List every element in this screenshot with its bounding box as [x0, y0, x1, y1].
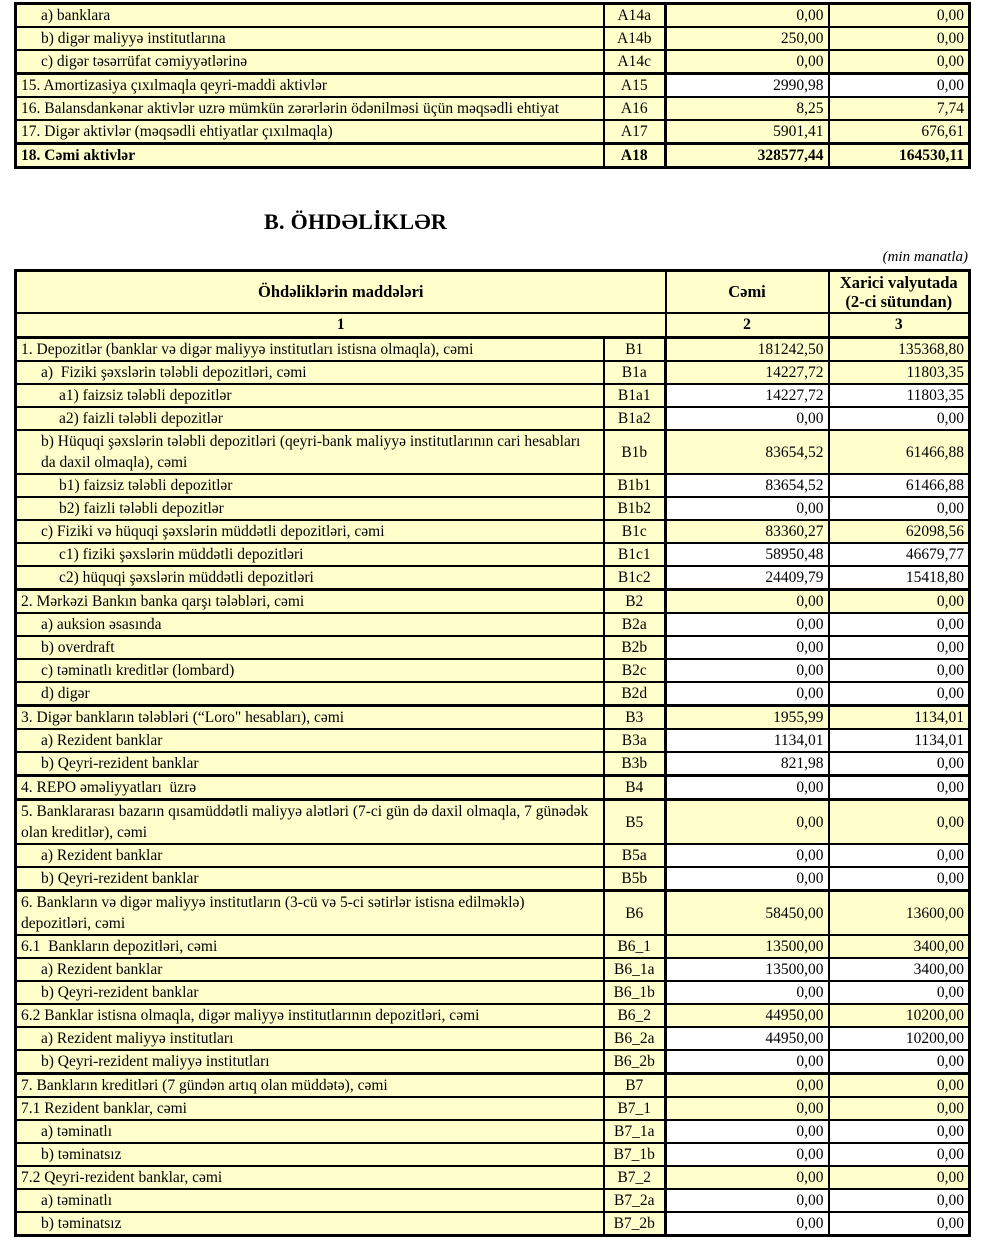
row-label: c) Fiziki və hüquqi şəxslərin müddətli depozitləri, cəmi	[16, 520, 604, 543]
row-code: A14a	[604, 4, 666, 28]
row-fx-value: 0,00	[829, 1189, 970, 1212]
row-fx-value: 11803,35	[829, 361, 970, 384]
row-fx-value: 0,00	[829, 1097, 970, 1120]
table-row	[16, 497, 970, 520]
row-code: B2	[604, 590, 666, 614]
table-row	[16, 4, 970, 28]
row-total-value: 83654,52	[666, 474, 829, 497]
row-label: a2) faizli tələbli depozitlər	[16, 407, 604, 430]
row-code: B7_1b	[604, 1143, 666, 1166]
row-total-value: 0,00	[666, 844, 829, 867]
row-fx-value: 0,00	[829, 659, 970, 682]
row-fx-value: 0,00	[829, 497, 970, 520]
table-row	[16, 590, 970, 614]
row-fx-value: 0,00	[829, 800, 970, 845]
table-row	[16, 935, 970, 958]
row-total-value: 0,00	[666, 407, 829, 430]
row-total-value: 821,98	[666, 752, 829, 776]
row-label: a) banklara	[16, 4, 604, 28]
row-total-value: 44950,00	[666, 1004, 829, 1027]
row-total-value: 58450,00	[666, 891, 829, 936]
table-row	[16, 144, 970, 168]
row-code: B6	[604, 891, 666, 936]
row-fx-value: 0,00	[829, 407, 970, 430]
row-total-value: 83654,52	[666, 430, 829, 474]
row-label: c2) hüquqi şəxslərin müddətli depozitləri	[16, 566, 604, 590]
table-row	[16, 1074, 970, 1098]
row-total-value: 0,00	[666, 800, 829, 845]
row-fx-value: 0,00	[829, 867, 970, 891]
row-fx-value: 0,00	[829, 1166, 970, 1189]
row-code: B7_1	[604, 1097, 666, 1120]
table-row	[16, 543, 970, 566]
row-label: 6.1 Bankların depozitləri, cəmi	[16, 935, 604, 958]
table-row	[16, 50, 970, 74]
row-code: B1c1	[604, 543, 666, 566]
row-fx-value: 7,74	[829, 97, 970, 120]
section-title: B. ÖHDƏLİKLƏR	[264, 209, 448, 234]
row-code: B1b	[604, 430, 666, 474]
row-total-value: 0,00	[666, 50, 829, 74]
row-fx-value: 61466,88	[829, 474, 970, 497]
table-row	[16, 474, 970, 497]
row-code: B6_1b	[604, 981, 666, 1004]
table-row	[16, 844, 970, 867]
row-fx-value: 1134,01	[829, 706, 970, 730]
table-row	[16, 361, 970, 384]
row-code: B1a2	[604, 407, 666, 430]
liabilities-header-row	[16, 271, 970, 313]
row-code: B7_1a	[604, 1120, 666, 1143]
row-total-value: 14227,72	[666, 384, 829, 407]
row-label: a) Rezident banklar	[16, 844, 604, 867]
row-fx-value: 1134,01	[829, 729, 970, 752]
table-row	[16, 958, 970, 981]
row-total-value: 13500,00	[666, 958, 829, 981]
row-total-value: 0,00	[666, 1097, 829, 1120]
row-code: B7_2b	[604, 1212, 666, 1236]
row-fx-value: 0,00	[829, 636, 970, 659]
table-row	[16, 566, 970, 590]
row-label: 6. Bankların və digər maliyyə institutların (3-cü və 5-ci sətirlər istisna edilməklə) depozitləri, cəmi	[16, 891, 604, 936]
table-row	[16, 1120, 970, 1143]
row-fx-value: 0,00	[829, 844, 970, 867]
table-row	[16, 729, 970, 752]
row-fx-value: 164530,11	[829, 144, 970, 168]
row-label: 18. Cəmi aktivlər	[16, 144, 604, 168]
row-fx-value: 0,00	[829, 682, 970, 706]
row-code: B6_1	[604, 935, 666, 958]
row-total-value: 181242,50	[666, 338, 829, 362]
row-code: B5b	[604, 867, 666, 891]
row-label: 17. Digər aktivlər (məqsədli ehtiyatlar çıxılmaqla)	[16, 120, 604, 144]
row-code: B5	[604, 800, 666, 845]
row-fx-value: 0,00	[829, 1143, 970, 1166]
row-code: B4	[604, 776, 666, 800]
row-total-value: 83360,27	[666, 520, 829, 543]
row-code: B7_2a	[604, 1189, 666, 1212]
row-code: B1	[604, 338, 666, 362]
row-code: B1c	[604, 520, 666, 543]
table-row	[16, 1050, 970, 1074]
unit-note: (min manatla)	[882, 249, 968, 265]
row-code: B1a1	[604, 384, 666, 407]
row-total-value: 0,00	[666, 1143, 829, 1166]
row-total-value: 0,00	[666, 613, 829, 636]
row-code: B6_1a	[604, 958, 666, 981]
column-number-total: 2	[666, 313, 829, 338]
row-fx-value: 3400,00	[829, 958, 970, 981]
row-total-value: 2990,98	[666, 74, 829, 98]
row-fx-value: 3400,00	[829, 935, 970, 958]
row-total-value: 0,00	[666, 682, 829, 706]
table-row	[16, 430, 970, 474]
row-code: B3b	[604, 752, 666, 776]
row-code: B6_2b	[604, 1050, 666, 1074]
row-fx-value: 11803,35	[829, 384, 970, 407]
row-label: a) Rezident maliyyə institutları	[16, 1027, 604, 1050]
row-fx-value: 135368,80	[829, 338, 970, 362]
row-label: a) təminatlı	[16, 1189, 604, 1212]
row-label: a) Rezident banklar	[16, 729, 604, 752]
row-fx-value: 46679,77	[829, 543, 970, 566]
row-label: 15. Amortizasiya çıxılmaqla qeyri-maddi aktivlər	[16, 74, 604, 98]
row-label: 3. Digər bankların tələbləri (“Loro" hesabları), cəmi	[16, 706, 604, 730]
row-label: a1) faizsiz tələbli depozitlər	[16, 384, 604, 407]
table-row	[16, 776, 970, 800]
row-total-value: 0,00	[666, 4, 829, 28]
row-label: 7. Bankların kreditləri (7 gündən artıq olan müddətə), cəmi	[16, 1074, 604, 1098]
row-fx-value: 676,61	[829, 120, 970, 144]
header-total-col: Cəmi	[666, 271, 829, 313]
row-label: 5. Banklararası bazarın qısamüddətli maliyyə alətləri (7-ci gün də daxil olmaqla, 7 günədək olan kreditlər), cəmi	[16, 800, 604, 845]
row-label: a) təminatlı	[16, 1120, 604, 1143]
row-total-value: 8,25	[666, 97, 829, 120]
table-row	[16, 613, 970, 636]
row-label: c1) fiziki şəxslərin müddətli depozitləri	[16, 543, 604, 566]
row-code: B2a	[604, 613, 666, 636]
row-label: b) Qeyri-rezident banklar	[16, 867, 604, 891]
table-row	[16, 97, 970, 120]
row-fx-value: 0,00	[829, 74, 970, 98]
row-total-value: 44950,00	[666, 1027, 829, 1050]
row-label: b) overdraft	[16, 636, 604, 659]
row-code: B2b	[604, 636, 666, 659]
assets-table-body	[16, 4, 970, 168]
row-total-value: 14227,72	[666, 361, 829, 384]
row-total-value: 0,00	[666, 1189, 829, 1212]
row-code: A16	[604, 97, 666, 120]
row-label: 7.1 Rezident banklar, cəmi	[16, 1097, 604, 1120]
column-number-fx: 3	[829, 313, 970, 338]
row-fx-value: 0,00	[829, 613, 970, 636]
table-row	[16, 1004, 970, 1027]
row-code: B6_2a	[604, 1027, 666, 1050]
row-total-value: 0,00	[666, 776, 829, 800]
row-label: d) digər	[16, 682, 604, 706]
row-code: A17	[604, 120, 666, 144]
row-code: B2d	[604, 682, 666, 706]
row-fx-value: 0,00	[829, 1120, 970, 1143]
table-row	[16, 867, 970, 891]
table-row	[16, 1212, 970, 1236]
row-fx-value: 0,00	[829, 752, 970, 776]
row-fx-value: 0,00	[829, 1050, 970, 1074]
row-total-value: 0,00	[666, 1120, 829, 1143]
header-fx-col: Xarici valyutada (2-ci sütundan)	[829, 271, 970, 313]
row-total-value: 0,00	[666, 867, 829, 891]
row-total-value: 0,00	[666, 590, 829, 614]
row-code: B2c	[604, 659, 666, 682]
row-fx-value: 0,00	[829, 981, 970, 1004]
table-row	[16, 682, 970, 706]
table-row	[16, 800, 970, 845]
table-row	[16, 120, 970, 144]
row-code: B1a	[604, 361, 666, 384]
row-code: B7_2	[604, 1166, 666, 1189]
row-label: b) digər maliyyə institutlarına	[16, 27, 604, 50]
table-row	[16, 636, 970, 659]
assets-table	[14, 2, 971, 169]
table-row	[16, 407, 970, 430]
row-label: b) təminatsız	[16, 1212, 604, 1236]
row-total-value: 1134,01	[666, 729, 829, 752]
row-label: 16. Balansdankənar aktivlər uzrə mümkün zərərlərin ödənilməsi üçün məqsədli ehtiyat	[16, 97, 604, 120]
column-number-items: 1	[16, 313, 666, 338]
row-label: c) təminatlı kreditlər (lombard)	[16, 659, 604, 682]
row-code: B1b2	[604, 497, 666, 520]
row-fx-value: 0,00	[829, 1074, 970, 1098]
row-label: 1. Depozitlər (banklar və digər maliyyə institutları istisna olmaqla), cəmi	[16, 338, 604, 362]
row-fx-value: 0,00	[829, 50, 970, 74]
row-code: B1c2	[604, 566, 666, 590]
row-fx-value: 10200,00	[829, 1004, 970, 1027]
table-row	[16, 520, 970, 543]
row-total-value: 5901,41	[666, 120, 829, 144]
row-code: B6_2	[604, 1004, 666, 1027]
row-label: 6.2 Banklar istisna olmaqla, digər maliyyə institutlarının depozitləri, cəmi	[16, 1004, 604, 1027]
row-label: a) Rezident banklar	[16, 958, 604, 981]
row-fx-value: 13600,00	[829, 891, 970, 936]
row-total-value: 1955,99	[666, 706, 829, 730]
table-row	[16, 981, 970, 1004]
column-number-row	[16, 313, 970, 338]
row-label: 4. REPO əməliyyatları üzrə	[16, 776, 604, 800]
table-row	[16, 1027, 970, 1050]
row-total-value: 0,00	[666, 497, 829, 520]
row-label: 2. Mərkəzi Bankın banka qarşı tələbləri, cəmi	[16, 590, 604, 614]
row-label: b) Qeyri-rezident maliyyə institutları	[16, 1050, 604, 1074]
row-label: b) Hüquqi şəxslərin tələbli depozitləri (qeyri-bank maliyyə institutlarının cari hesabları da daxil olmaqla), cəmi	[16, 430, 604, 474]
row-total-value: 0,00	[666, 1212, 829, 1236]
header-items-col: Öhdəliklərin maddələri	[16, 271, 666, 313]
row-fx-value: 0,00	[829, 27, 970, 50]
row-total-value: 24409,79	[666, 566, 829, 590]
row-total-value: 328577,44	[666, 144, 829, 168]
row-fx-value: 15418,80	[829, 566, 970, 590]
row-total-value: 0,00	[666, 981, 829, 1004]
table-row	[16, 74, 970, 98]
table-row	[16, 1189, 970, 1212]
row-fx-value: 0,00	[829, 776, 970, 800]
row-code: A14c	[604, 50, 666, 74]
row-label: b2) faizli tələbli depozitlər	[16, 497, 604, 520]
row-code: B7	[604, 1074, 666, 1098]
row-code: B3	[604, 706, 666, 730]
row-code: A15	[604, 74, 666, 98]
table-row	[16, 384, 970, 407]
row-code: B1b1	[604, 474, 666, 497]
row-code: B3a	[604, 729, 666, 752]
row-total-value: 13500,00	[666, 935, 829, 958]
table-row	[16, 891, 970, 936]
row-fx-value: 10200,00	[829, 1027, 970, 1050]
row-label: c) digər təsərrüfat cəmiyyətlərinə	[16, 50, 604, 74]
table-row	[16, 27, 970, 50]
row-label: b1) faizsiz tələbli depozitlər	[16, 474, 604, 497]
table-row	[16, 1143, 970, 1166]
liabilities-table	[14, 269, 971, 1237]
row-fx-value: 0,00	[829, 1212, 970, 1236]
row-code: A18	[604, 144, 666, 168]
row-label: a) auksion əsasında	[16, 613, 604, 636]
row-fx-value: 0,00	[829, 590, 970, 614]
row-code: A14b	[604, 27, 666, 50]
row-total-value: 0,00	[666, 1074, 829, 1098]
table-row	[16, 752, 970, 776]
table-row	[16, 706, 970, 730]
table-row	[16, 338, 970, 362]
table-row	[16, 659, 970, 682]
row-total-value: 0,00	[666, 636, 829, 659]
table-row	[16, 1097, 970, 1120]
row-label: 7.2 Qeyri-rezident banklar, cəmi	[16, 1166, 604, 1189]
row-total-value: 0,00	[666, 1050, 829, 1074]
row-label: b) təminatsız	[16, 1143, 604, 1166]
row-total-value: 250,00	[666, 27, 829, 50]
table-row	[16, 1166, 970, 1189]
row-total-value: 0,00	[666, 659, 829, 682]
row-total-value: 0,00	[666, 1166, 829, 1189]
row-fx-value: 62098,56	[829, 520, 970, 543]
row-code: B5a	[604, 844, 666, 867]
row-fx-value: 61466,88	[829, 430, 970, 474]
row-label: b) Qeyri-rezident banklar	[16, 752, 604, 776]
liabilities-table-body	[16, 338, 970, 1236]
row-total-value: 58950,48	[666, 543, 829, 566]
row-label: b) Qeyri-rezident banklar	[16, 981, 604, 1004]
row-fx-value: 0,00	[829, 4, 970, 28]
row-label: a) Fiziki şəxslərin tələbli depozitləri, cəmi	[16, 361, 604, 384]
